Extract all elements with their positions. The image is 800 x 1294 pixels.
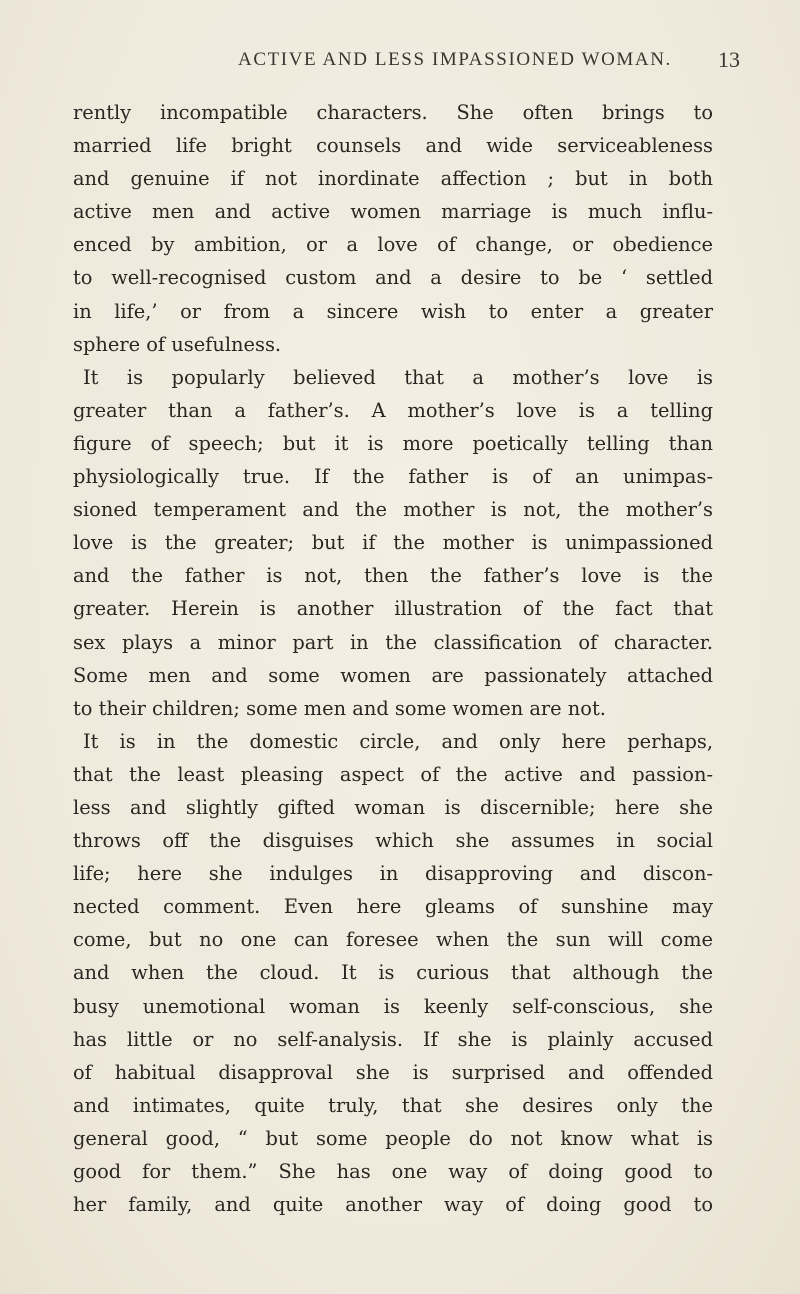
text-line: and genuine if not inordinate affection ; but in both	[73, 167, 713, 191]
running-title: ACTIVE AND LESS IMPASSIONED WOMAN.	[238, 49, 672, 70]
paragraph-start-line: It is popularly believed that a mother’s love is	[83, 365, 713, 389]
text-line: general good, “ but some people do not know what is	[73, 1126, 713, 1150]
text-line: has little or no self-analysis. If she is plainly accused	[73, 1027, 713, 1051]
text-line: sphere of usefulness.	[73, 332, 282, 356]
text-line: married life bright counsels and wide serviceableness	[73, 134, 713, 158]
text-line: rently incompatible characters. She often brings to	[73, 101, 713, 124]
text-line: her family, and quite another way of doing good to	[73, 1193, 713, 1217]
text-line: greater. Herein is another illustration of the fact that	[73, 597, 713, 621]
text-line: sioned temperament and the mother is not, the mother’s	[73, 498, 713, 522]
paragraph-start-line: It is in the domestic circle, and only here perhaps,	[83, 729, 713, 753]
text-line: of habitual disapproval she is surprised and offended	[73, 1060, 713, 1084]
text-line: life; here she indulges in disapproving and discon-	[73, 862, 713, 886]
text-line: in life,’ or from a sincere wish to enter a greater	[73, 299, 713, 323]
text-line: nected comment. Even here gleams of sunshine may	[73, 895, 713, 919]
text-line: Some men and some women are passionately attached	[73, 663, 713, 687]
text-line: busy unemotional woman is keenly self-conscious, she	[73, 994, 713, 1018]
text-line: to well-recognised custom and a desire to be ‘ settled	[73, 266, 713, 290]
text-line: to their children; some men and some women are not.	[73, 696, 606, 720]
text-line: and when the cloud. It is curious that although the	[73, 961, 713, 985]
text-line: and intimates, quite truly, that she desires only the	[73, 1093, 713, 1117]
text-line: good for them.” She has one way of doing good to	[73, 1160, 713, 1183]
running-head	[0, 47, 800, 87]
text-line: physiologically true. If the father is of an unimpas-	[73, 465, 713, 489]
text-line: love is the greater; but if the mother is unimpassioned	[73, 531, 713, 555]
text-line: active men and active women marriage is much influ-	[73, 200, 713, 224]
text-line: sex plays a minor part in the classification of character.	[73, 630, 713, 654]
body-text	[73, 96, 713, 1221]
text-line: enced by ambition, or a love of change, or obedience	[73, 233, 713, 257]
text-line: greater than a father’s. A mother’s love is a telling	[73, 398, 713, 422]
text-line: that the least pleasing aspect of the active and passion-	[73, 762, 713, 786]
text-line: and the father is not, then the father’s love is the	[73, 564, 713, 588]
text-line: throws off the disguises which she assumes in social	[73, 829, 713, 853]
text-line: less and slightly gifted woman is discernible; here she	[73, 795, 713, 819]
text-line: come, but no one can foresee when the sun will come	[73, 928, 713, 952]
text-line: figure of speech; but it is more poetically telling than	[73, 431, 713, 455]
page-number: 13	[718, 47, 740, 72]
